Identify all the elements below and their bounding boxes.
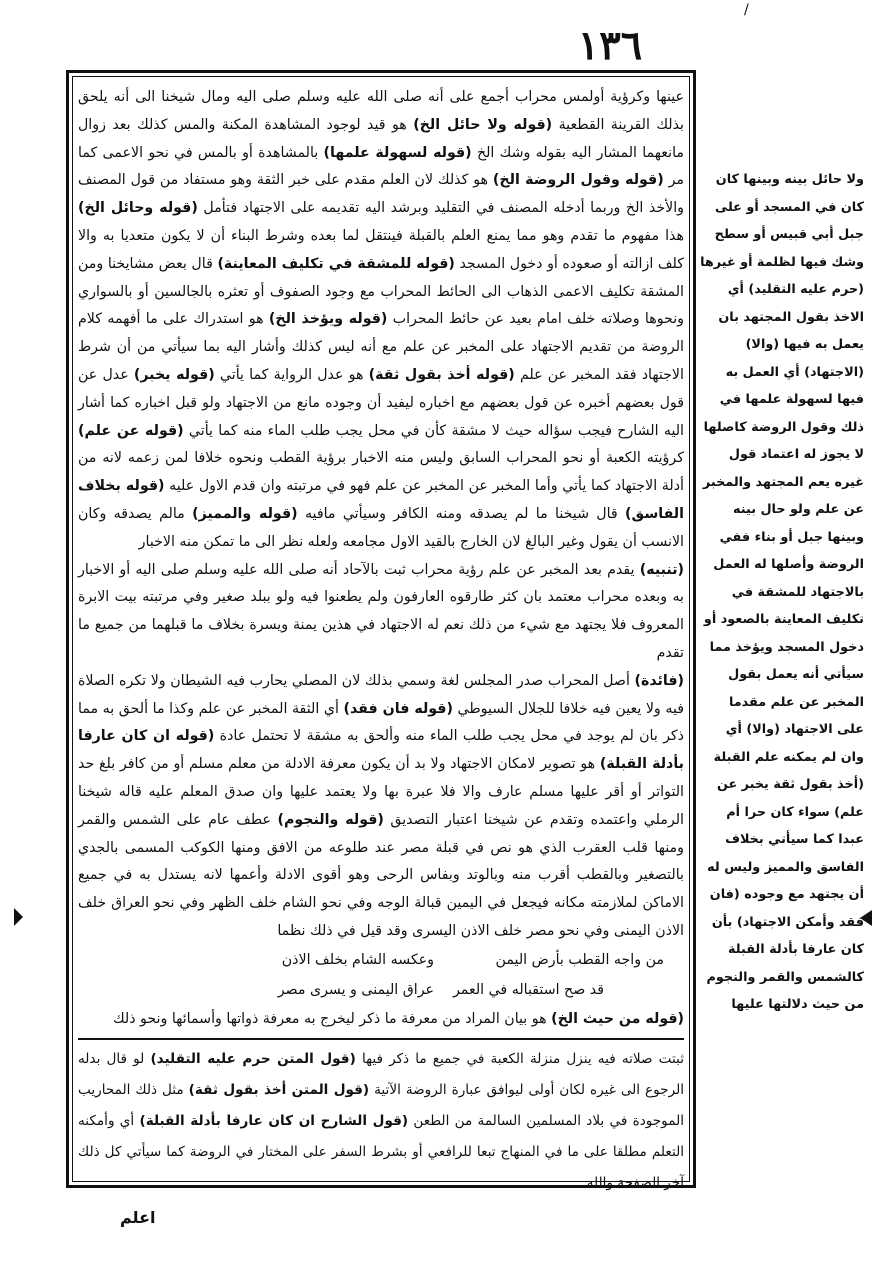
commentary-paragraph: (فائدة) أصل المحراب صدر المجلس لغة وسمي بذلك لان المصلي يحارب فيه الشيطان ولا تكره الصلاة فيه ولا يعين فيه خلافا للجلال السيوطي (قوله فان فقد) أي الثقة المخبر عن علم وكذا ما ألحق به مما ذكر بان لم يوجد في محل يجب طلب الماء منه وألحق به مشقة لا تحتمل عادة (قوله ان كان عارفا بأدلة القبلة) هو تصوير لامكان الاجتهاد ولا بد أن يكون معرفة الادلة من معلم مسلم أو من كافر بلغ حد التواتر أو أقر عليها مسلم عارف والا فلا عبرة بها ولا يعتمد عليها وان صدق المعلم عليه قاله شيخنا الرملي واعتمده وتقدم عن شيخنا اعتبار التصديق (قوله والنجوم) عطف عام على الشمس والقمر ومنها قلب العقرب الذي هو نص في قبلة مصر عند طلوعه من الافق ومنها الكوكب المسمى بالجدي بالتصغير وبالقطب أقرب منه وبالوتد وبفاس الرحى وهو أقوى الادلة وأعمها لانه يستدل به في جميع الاماكن لملازمته مكانه فيجعل في اليمين قبالة الوجه وفي نحو الشام خلف الظهر وفي نحو العراق خلف الاذن اليمنى وفي نحو مصر خلف الاذن اليسرى وقد قيل في ذلك نظما [78, 672, 685, 939]
lemma: (فان فقد وأمكن الاجتهاد) [709, 887, 864, 930]
footnote-block [78, 1044, 684, 1199]
lemma: (قوله عن علم) [78, 422, 184, 439]
lemma: (حرم عليه التقليد) [748, 282, 864, 297]
lemma: (والا) [745, 337, 780, 352]
margin-paragraph: ولا حائل بينه وبينها كان كان في المسجد أو على جبل أبي قبيس أو سطح وشك فيها لظلمة أو غيرها (حرم عليه التقليد) أي الاخذ بقول المجتهد بان يعمل به فيها (والا) (الاجتهاد) أي العمل به فيها لسهولة علمها في ذلك وقول الروضة كاصلها لا يجوز له اعتماد قول غيره يعم المجتهد والمخبر عن علم ولو حال بينه وبينها جبل أو بناء ففي الروضة وأصلها له العمل بالاجتهاد للمشقة في تكليف المعاينة بالصعود أو دخول المسجد ويؤخذ مما سيأتي أنه يعمل بقول المخبر عن علم مقدما على الاجتهاد (والا) أي وان لم يمكنه علم القبلة (أخذ بقول ثقة يخبر عن علم) سواء كان حرا أم عبدا كما سيأتي بخلاف الفاسق والمميز وليس له أن يجتهد مع وجوده (فان فقد وأمكن الاجتهاد) بأن كان عارفا بأدلة القبلة كالشمس والقمر والنجوم من حيث دلالتها عليها [700, 172, 864, 1012]
lemma: (قوله لسهولة علمها) [323, 144, 472, 161]
note-heading: (تنبيه) [639, 561, 685, 578]
commentary-body [78, 84, 684, 1034]
lemma: (قول الشارح ان كان عارفا بأدلة القبلة) [139, 1113, 409, 1129]
lemma: (قوله وقول الروضة الخ) [492, 172, 664, 189]
lemma: (قوله يخبر) [133, 366, 215, 383]
lemma: (قول المتن أخذ بقول ثقة) [188, 1082, 370, 1098]
lemma: (قوله بخلاف الفاسق) [78, 478, 684, 522]
note-heading: (فائدة) [634, 672, 684, 689]
lemma: (قوله من حيث الخ) [551, 1010, 684, 1027]
verse-block [78, 946, 684, 1006]
lemma: (قوله ان كان عارفا بأدلة القبلة) [78, 728, 684, 773]
lemma: (قوله والنجوم) [277, 811, 384, 828]
footnote-separator [78, 1038, 684, 1040]
lemma: (قول المتن حرم عليه التقليد) [150, 1051, 356, 1067]
verse-hemistich: قد صح استقباله في العمر [452, 981, 604, 998]
page-number: ١٣٦ [577, 22, 643, 69]
lemma: (قوله وحائل الخ) [78, 200, 198, 217]
commentary-paragraph: عينها وكرؤية أولمس محراب أجمع على أنه صلى الله عليه وسلم صلى اليه ومال شيخنا الى أنه يلحق بذلك القرينة القطعية (قوله ولا حائل الخ) هو قيد لوجود المشاهدة المكنة والمس كذلك بعد زوال مانعهما المشار اليه بقوله وشك الخ (قوله لسهولة علمها) بالمشاهدة أو بالمس في نحو الاعمى كما مر (قوله وقول الروضة الخ) هو كذلك لان العلم مقدم على خبر الثقة وهو مستفاد من قول المصنف والأخذ الخ وربما أدخله المصنف في التقليد وبرشد اليه تقديمه على الاجتهاد فتأمل (قوله وحائل الخ) هذا مفهوم ما تقدم وهو مما يمنع العلم بالقبلة فينتقل لما بعده وشرط البناء أن لا يكون متعديا به والا كلف ازالته أو صعوده أو دخول المسجد (قوله للمشقة في تكليف المعاينة) قال بعض مشايخنا ومن المشقة تكليف الاعمى الذهاب الى الحائط المحراب مع وجود الصفوف أو تعثره بالجالسين أو بالسواري ونحوها وصلاته خلف امام بعيد عن حائط المحراب (قوله ويؤخذ الخ) هو استدراك على ما أفهمه كلام الروضة من تقديم الاجتهاد على المخبر عن علم مع أنه ليس كذلك وأشار اليه بما سيأتي من أن شرط الاجتهاد فقد المخبر عن علم (قوله أخذ بقول ثقة) هو عدل الرواية كما يأتي (قوله يخبر) عدل عن قول بعضهم أخبره عن قول بعضهم مع اخباره ليفيد أن وجوده مانع من الاجتهاد ولو قبل اخباره كما أشار اليه الشارح فيجب سؤاله حيث لا مشقة كأن في محل يجب طلب الماء منه كما يأتي (قوله عن علم) كرؤيته الكعبة أو نحو المحراب السابق وليس منه الاخبار برؤية القطب ونحوه خلافا لمن زعمه لانه من أدلة الاجتهاد كما يأتي وأما المخبر عن المخبر عن علم فهو في مرتبته وان قدم الاول عليه (قوله بخلاف الفاسق) قال شيخنا ما لم يصدقه ومنه الكافر وسيأتي مافيه (قوله والمميز) مالم يصدقه وكان الانسب أن يقول وغير البالغ لان الخارج بالقيد الاول مجامعه ولعله نظر الى ما تمكن منه الاخبار [78, 89, 685, 550]
commentary-paragraph: (تنبيه) يقدم بعد المخبر عن علم رؤية محراب ثبت بالآحاد أنه صلى الله عليه وسلم صلى اليه أو الاخبار به وبعده محراب معتمد بان كثر طارقوه العارفون ولم يطعنوا فيه ولو ببلد صغير وفي مرتبته بيت الابرة المعروف فلا يجتهد مع شيء من ذلك نعم له الاجتهاد في هذين يمنة ويسرة بخلاف ما قبلهما من جميع ما تقدم [78, 561, 685, 661]
lemma: (قوله أخذ بقول ثقة) [368, 366, 515, 383]
commentary-paragraph: (قوله من حيث الخ) هو بيان المراد من معرفة ما ذكر ليخرج به معرفة ذواتها وأسمائها ونحو ذلك [112, 1010, 684, 1027]
verse-hemistich: من واجه القطب بأرض اليمن [495, 951, 664, 968]
footnote-paragraph: ثبتت صلاته فيه ينزل منزلة الكعبة في جميع ما ذكر فيها (قول المتن حرم عليه التقليد) لو قال بدله الرجوع الى غيره لكان أولى ليوافق عبارة الروضة الآتية (قول المتن أخذ بقول ثقة) مثل ذلك المحاريب الموجودة في بلاد المسلمين السالمة من الطعن (قول الشارح ان كان عارفا بأدلة القبلة) أي وأمكنه التعلم مطلقا على ما في المنهاج تبعا للرافعي أو بشرط السفر على المختار في الروضة كما سيأتي كل ذلك آخر الصفحة والله [78, 1051, 685, 1191]
catchword: اعلم [120, 1208, 156, 1227]
top-margin-mark: / [744, 2, 749, 18]
verse-hemistich: وعكسه الشام بخلف الاذن [281, 951, 434, 968]
lemma: (أخذ بقول ثقة يخبر عن علم) [716, 777, 864, 820]
binding-mark-right [860, 910, 872, 926]
lemma: (قوله ولا حائل الخ) [413, 116, 553, 133]
margin-text [700, 166, 864, 1019]
binding-mark-left [14, 908, 23, 926]
lemma: (والا) [746, 722, 780, 737]
lemma: (قوله والمميز) [192, 505, 298, 522]
verse-hemistich: عراق اليمنى و يسرى مصر [277, 981, 434, 998]
lemma: (قوله فان فقد) [343, 700, 453, 717]
lemma: (الاجتهاد) [804, 364, 864, 380]
lemma: (قوله ويؤخذ الخ) [268, 311, 388, 328]
lemma: (قوله للمشقة في تكليف المعاينة) [217, 255, 455, 272]
